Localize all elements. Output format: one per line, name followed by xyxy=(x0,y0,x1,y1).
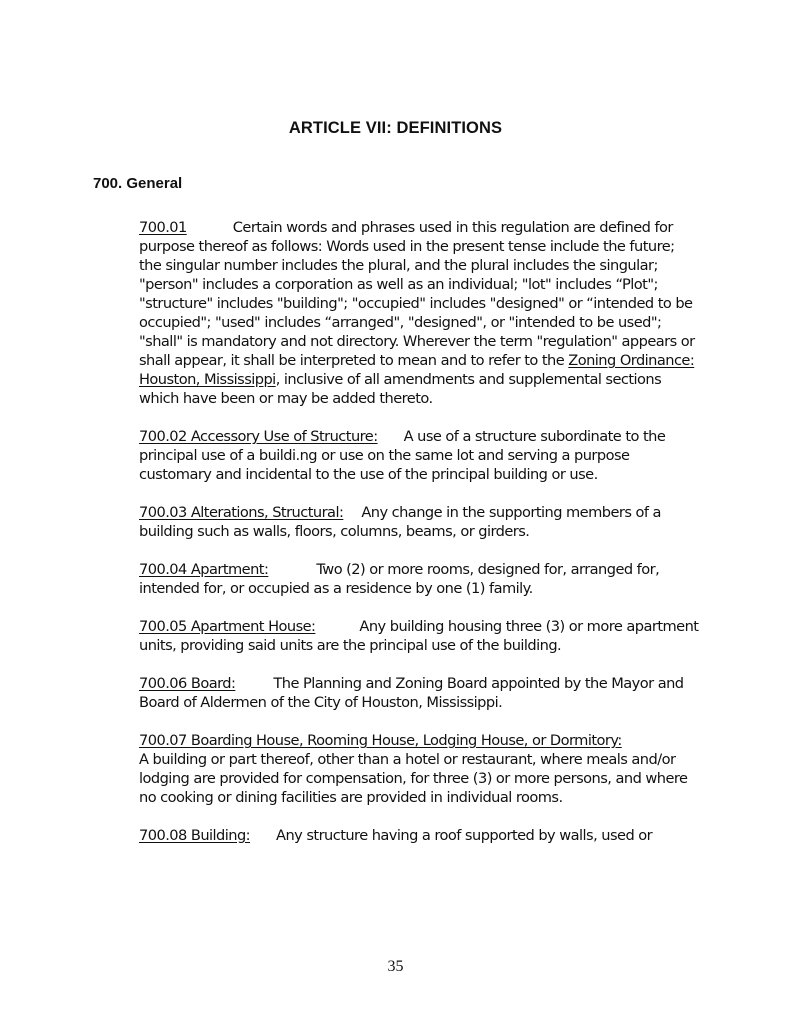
definition-text: Two (2) or more rooms, designed for, arranged for, intended for, or occupied as a residence by one (1) family. xyxy=(139,561,660,597)
definition-text: Any change in the supporting members of a building such as walls, floors, columns, beams, or girders. xyxy=(139,504,661,540)
document-body xyxy=(139,218,699,864)
definition-paragraph xyxy=(139,826,699,845)
section-heading: 700. General xyxy=(93,175,183,192)
definition-text: A use of a structure subordinate to the principal use of a buildi.ng or use on the same lot and serving a purpose customary and incidental to the use of the principal building or use. xyxy=(139,428,666,483)
definition-paragraph xyxy=(139,503,699,541)
definition-paragraph xyxy=(139,731,699,807)
definition-term: 700.02 Accessory Use of Structure: xyxy=(139,428,378,445)
definition-paragraph xyxy=(139,218,699,408)
definition-text-continued: , inclusive of all amendments and supplemental sections which have been or may be added thereto. xyxy=(139,371,662,407)
definition-text: A building or part thereof, other than a hotel or restaurant, where meals and/or lodging are provided for compensation, for three (3) or more persons, and where no cooking or dining facilities are provided in individual rooms. xyxy=(139,751,688,806)
definition-term: 700.04 Apartment: xyxy=(139,561,269,578)
definition-term: 700.01 xyxy=(139,219,187,236)
definition-term: 700.05 Apartment House: xyxy=(139,618,316,635)
definition-term: 700.08 Building: xyxy=(139,827,251,844)
definition-text: Any structure having a roof supported by walls, used or xyxy=(276,827,653,844)
definition-paragraph xyxy=(139,427,699,484)
ordinance-reference: Zoning Ordinance: Houston, Mississippi xyxy=(139,352,695,388)
page-number: 35 xyxy=(387,958,404,975)
definition-paragraph xyxy=(139,674,699,712)
page-title: ARTICLE VII: DEFINITIONS xyxy=(288,119,503,137)
definition-paragraph xyxy=(139,617,699,655)
definition-term: 700.03 Alterations, Structural: xyxy=(139,504,344,521)
definition-term: 700.07 Boarding House, Rooming House, Lodging House, or Dormitory: xyxy=(139,732,622,749)
definition-paragraph xyxy=(139,560,699,598)
definition-term: 700.06 Board: xyxy=(139,675,236,692)
definition-text: The Planning and Zoning Board appointed by the Mayor and Board of Aldermen of the City of Houston, Mississippi. xyxy=(139,675,684,711)
definition-text: Any building housing three (3) or more apartment units, providing said units are the principal use of the building. xyxy=(139,618,699,654)
definition-text: Certain words and phrases used in this regulation are defined for purpose thereof as follows: Words used in the present tense include the future; the singular number includes the plural, and the plural includes the singular; "person" includes a corporation as well as an individual; "lot" includes “Plot"; "structure" includes "building"; "occupied" includes "designed" or “intended to be occupied"; "used" includes “arranged", "designed", or "intended to be used"; "shall" is mandatory and not directory. Wherever the term "regulation" appears or shall appear, it shall be interpreted to mean and to refer to the xyxy=(139,219,695,369)
